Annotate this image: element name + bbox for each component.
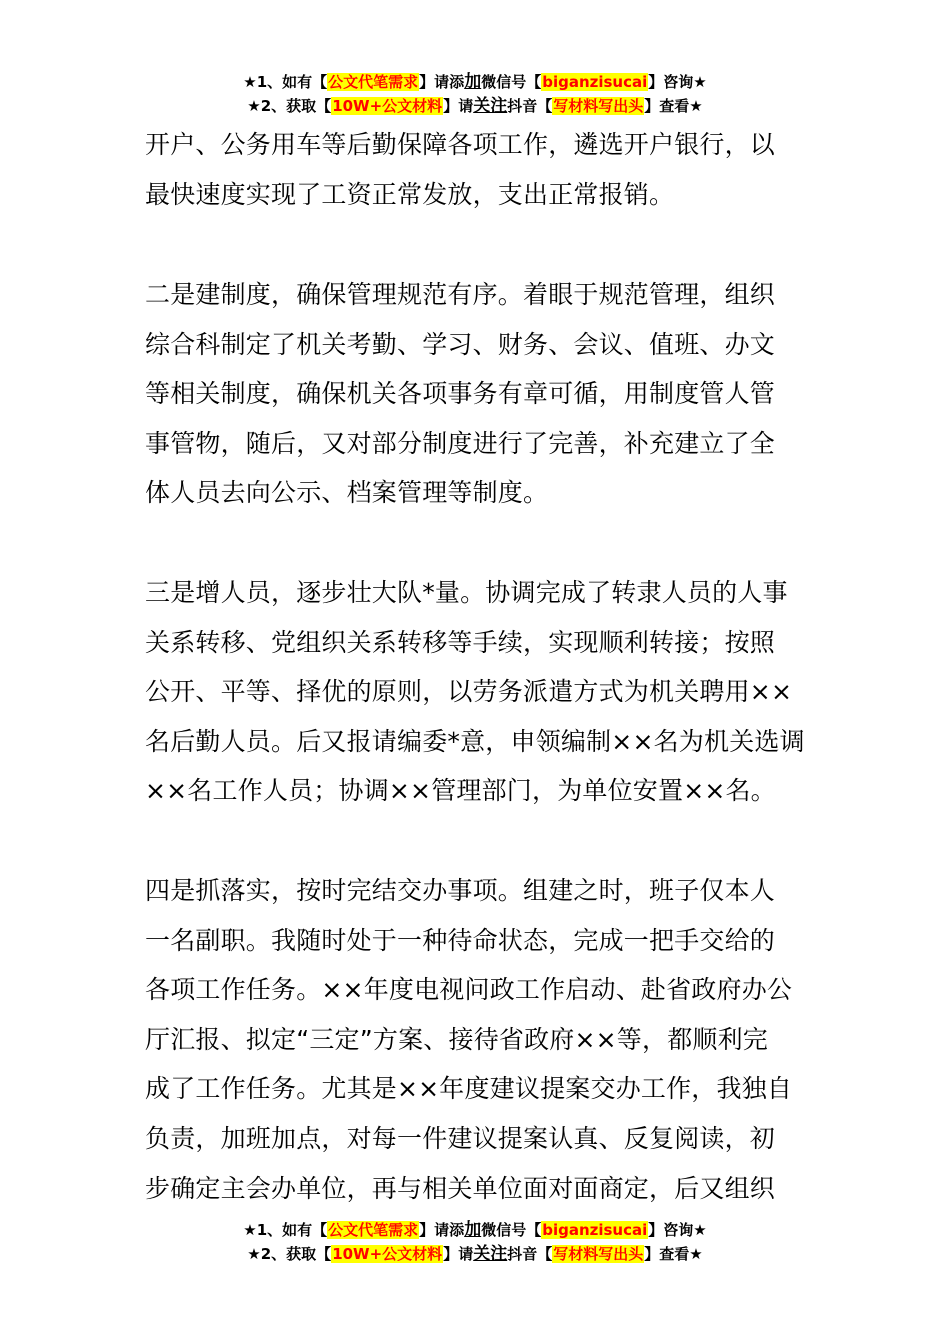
text-line: 开户、公务用车等后勤保障各项工作，遴选开户银行，以: [145, 130, 776, 159]
banner-line-1: [0, 70, 950, 94]
banner-text: 】请: [443, 1245, 474, 1263]
banner-emphasis: 关注: [473, 1244, 508, 1264]
banner-text: 抖音【: [507, 97, 553, 115]
highlight-wechat-id: biganzisucai: [542, 1221, 648, 1239]
text-line: 负责，加班加点，对每一件建议提案认真、反复阅读，初: [145, 1123, 776, 1153]
banner-emphasis: 加: [464, 1220, 482, 1240]
banner-text: 微信号【: [481, 1221, 542, 1239]
banner-text: 】咨询★: [648, 73, 707, 91]
banner-text: 】咨询★: [648, 1221, 707, 1239]
header-banner: [0, 70, 950, 118]
text-line: 名后勤人员。后又报请编委*意，申领编制××名为机关选调: [145, 726, 805, 756]
banner-text: 】请添: [419, 1221, 465, 1239]
highlight-wechat-id: biganzisucai: [542, 73, 648, 91]
text-line: 厅汇报、拟定“三定”方案、接待省政府××等，都顺利完: [145, 1024, 768, 1054]
highlight-writing-service: 公文代笔需求: [328, 1221, 419, 1239]
paragraph-systems: [145, 270, 810, 518]
paragraph-logistics: [145, 120, 810, 219]
paragraph-implementation: [145, 866, 810, 1213]
banner-text: 抖音【: [507, 1245, 553, 1263]
banner-line-1: [0, 1218, 950, 1242]
highlight-douyin-account: 写材料写出头: [553, 1245, 644, 1263]
text-line: 一名副职。我随时处于一种待命状态，完成一把手交给的: [145, 925, 776, 955]
text-line: 事管物，随后，又对部分制度进行了完善，补充建立了全: [145, 428, 776, 458]
text-line: 四是抓落实，按时完结交办事项。组建之时，班子仅本人: [145, 876, 776, 905]
text-line: 综合科制定了机关考勤、学习、财务、会议、值班、办文: [145, 329, 776, 359]
banner-emphasis: 关注: [473, 96, 508, 116]
text-line: 成了工作任务。尤其是××年度建议提案交办工作，我独自: [145, 1074, 793, 1104]
banner-line-2: [0, 1242, 950, 1266]
text-line: 最快速度实现了工资正常发放，支出正常报销。: [145, 179, 675, 209]
banner-text: ★1、如有【: [243, 73, 328, 91]
banner-text: 】查看★: [644, 1245, 703, 1263]
text-line: 步确定主会办单位，再与相关单位面对面商定，后又组织: [145, 1173, 776, 1203]
highlight-douyin-account: 写材料写出头: [553, 97, 644, 115]
banner-line-2: [0, 94, 950, 118]
highlight-materials: 10W+公文材料: [332, 1245, 443, 1263]
text-line: 二是建制度，确保管理规范有序。着眼于规范管理，组织: [145, 280, 776, 309]
banner-text: ★1、如有【: [243, 1221, 328, 1239]
banner-text: ★2、获取【: [247, 97, 332, 115]
banner-text: ★2、获取【: [247, 1245, 332, 1263]
banner-text: 】请添: [419, 73, 465, 91]
paragraph-staffing: [145, 568, 810, 816]
text-line: 各项工作任务。××年度电视问政工作启动、赴省政府办公: [145, 975, 793, 1005]
banner-text: 】查看★: [644, 97, 703, 115]
text-line: 三是增人员，逐步壮大队*量。协调完成了转隶人员的人事: [145, 578, 788, 607]
highlight-materials: 10W+公文材料: [332, 97, 443, 115]
text-line: 公开、平等、择优的原则，以劳务派遣方式为机关聘用××: [145, 677, 793, 707]
text-line: 等相关制度，确保机关各项事务有章可循，用制度管人管: [145, 379, 776, 409]
text-line: ××名工作人员；协调××管理部门，为单位安置××名。: [145, 776, 776, 806]
highlight-writing-service: 公文代笔需求: [328, 73, 419, 91]
banner-text: 微信号【: [481, 73, 542, 91]
footer-banner: [0, 1218, 950, 1266]
text-line: 关系转移、党组织关系转移等手续，实现顺利转接；按照: [145, 627, 776, 657]
banner-text: 】请: [443, 97, 474, 115]
banner-emphasis: 加: [464, 72, 482, 92]
text-line: 体人员去向公示、档案管理等制度。: [145, 478, 549, 508]
